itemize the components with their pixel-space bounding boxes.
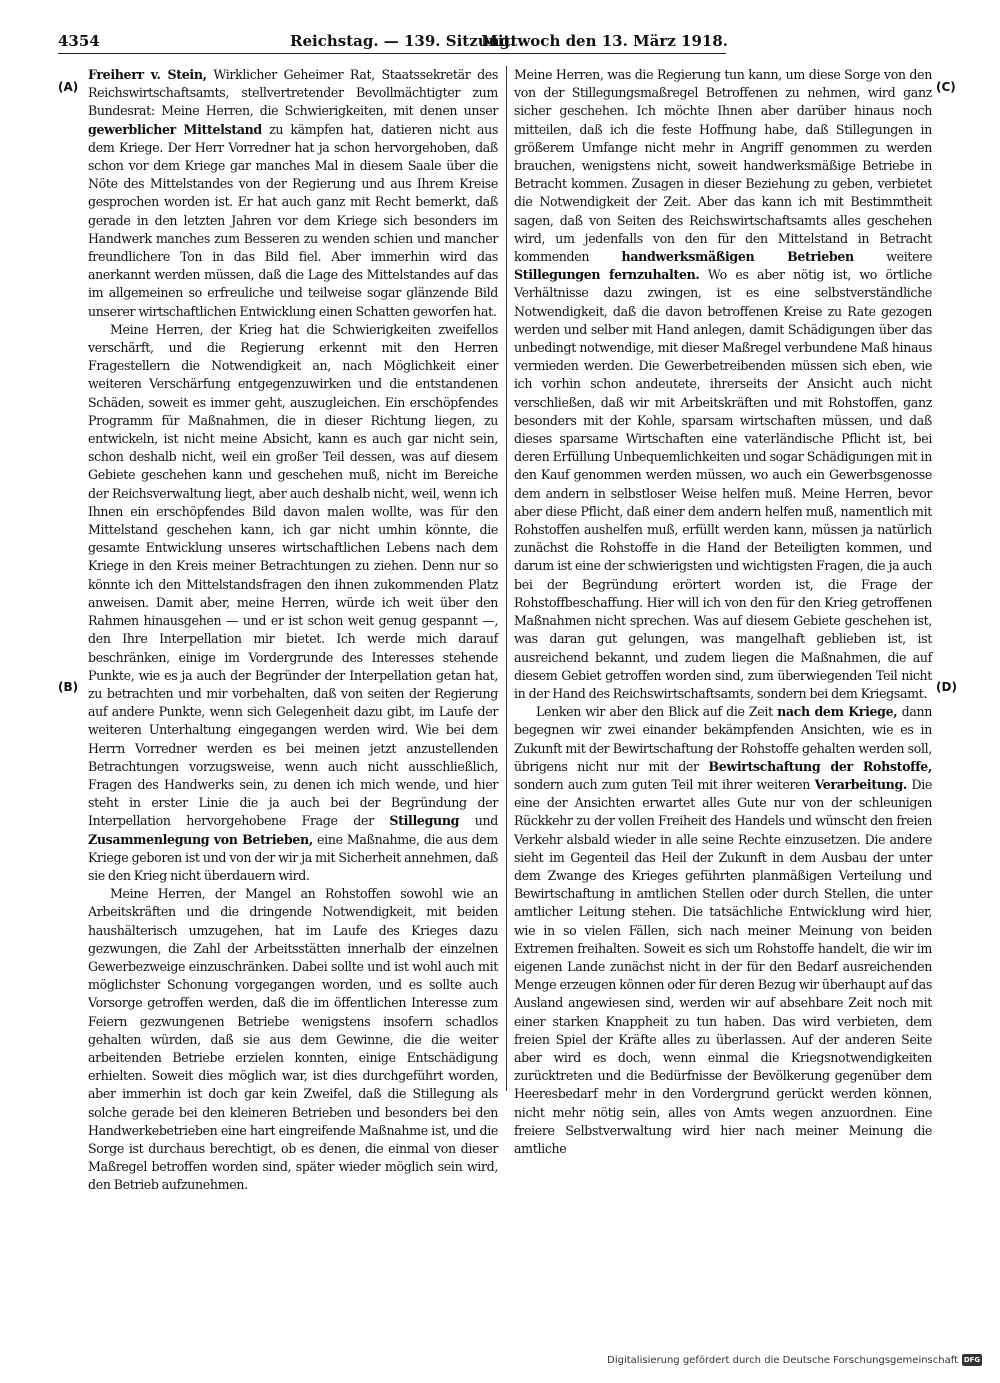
page-number: 4354 xyxy=(58,32,100,50)
text-run: Meine Herren, der Krieg hat die Schwierigkeiten zweifellos verschärft, und die Regierung erkennt mit den Herren Fragestellern die Notwendigkeit an, nach Möglichkeit einer weiteren Verschärfung entgegenzuwirken und die entstandenen Schäden, soweit es immer geht, auszugleichen. Ein erschöpfendes Programm für Maßnahmen, die in dieser Richtung liegen, zu entwickeln, ist nicht meine Absicht, kann es auch gar nicht sein, schon deshalb nicht, weil ein großer Teil dessen, was auf diesem Gebiete geschehen kann und geschehen muß, nicht im Bereiche der Reichsverwaltung liegt, aber auch deshalb nicht, weil, wenn ich Ihnen ein erschöpfendes Bild davon malen wollte, was für den Mittelstand geschehen kann, ich gar nicht umhin könnte, die gesamte Entwicklung unseres wirtschaftlichen Lebens nach dem Kriege in den Kreis meiner Betrachtungen zu ziehen. Denn nur so könnte ich den Mittelstandsfragen den ihnen zukommenden Platz anweisen. Damit aber, meine Herren, würde ich weit über den Rahmen hinausgehen — und er ist schon weit genug gespannt —, den Ihre Interpellation mir bietet. Ich werde mich darauf beschränken, einige im Vordergrunde des Interesses stehende Punkte, wie es ja auch der Begründer der Interpellation getan hat, zu betrachten und mir vorbehalten, daß von seiten der Regierung auf andere Punkte, wenn sich Gelegenheit dazu gibt, im Laufe der weiteren Unterhaltung eingegangen werden wird. Wie bei dem Herrn Vorredner werden es bei meinen jetzt anzustellenden Betrachtungen vorzugsweise, wenn auch nicht ausschließlich, Fragen des Handwerks sein, zu denen ich mich wende, und hier steht in erster Linie die ja auch bei der Begründung der Interpellation hervorgehobene Frage der xyxy=(88,321,498,829)
emphasis: gewerblicher Mittelstand xyxy=(88,121,262,137)
session-title: Reichstag. — 139. Sitzung. xyxy=(290,32,516,50)
speaker-name: Freiherr v. Stein, xyxy=(88,67,207,82)
text-run: weitere xyxy=(853,249,933,265)
right-column xyxy=(514,66,933,1156)
emphasis: Stillegung xyxy=(389,813,460,829)
margin-marker-c: (C) xyxy=(936,80,956,94)
column-divider xyxy=(506,66,507,1091)
page-header xyxy=(58,30,938,52)
text-run: Wirklicher Geheimer Rat, Staatssekretär des Reichswirtschaftsamts, stellvertretender Bevollmächtigter zum Bundesrat: Meine Herren, die Schwierigkeiten, mit denen unser xyxy=(88,67,499,119)
text-run: Wo es aber nötig ist, wo örtliche Verhältnisse dazu zwingen, ist es eine selbstverständliche Notwendigkeit, daß die davon betroffenen Kreise zu Rate gezogen werden und selber mit Hand anlegen, damit Schädigungen über das unbedingt notwendige, mit dieser Maßregel verbundene Maß hinaus vermieden werden. Die Gewerbetreibenden müssen sich eben, wie ich vorhin schon andeutete, ihrerseits der Ansicht auch nicht verschließen, daß wir mit Arbeitskräften und mit Rohstoffen, ganz besonders mit der Kohle, sparsam wirtschaften müssen, und daß dieses sparsame Wirtschaften eine vaterländische Pflicht ist, bei deren Erfüllung Unbequemlichkeiten und sogar Schädigungen mit in den Kauf genommen werden müssen, wo auch ein Gewerbsgenosse dem andern in selbstloser Weise helfen muß. Meine Herren, bevor aber diese Pflicht, daß einer dem andern helfen muß, namentlich mit Rohstoffen aushelfen muß, erfüllt werden kann, müssen ja natürlich zunächst die Rohstoffe in die Hand der Beteiligten kommen, und darum ist eine der schwierigsten und wichtigsten Fragen, die ja auch bei der Begründung erörtert worden ist, die Frage der Rohstoffbeschaffung. Hier will ich von den für den Krieg getroffenen Maßnahmen nicht sprechen. Was auf diesem Gebiete geschehen ist, was daran gut gelungen, was mangelhaft geblieben ist, ist ausreichend bekannt, und zudem liegen die Maßnahmen, die auf diesem Gebiet getroffen worden sind, zum überwiegenden Teil nicht in der Hand des Reichswirtschaftsamts, sondern bei dem Kriegsamt. xyxy=(514,267,932,701)
emphasis: Bewirtschaftung der Rohstoffe, xyxy=(708,758,932,774)
emphasis: nach dem Kriege, xyxy=(777,704,898,720)
paragraph xyxy=(514,66,932,703)
page-footer xyxy=(607,1354,982,1366)
text-run: zu kämpfen hat, datieren nicht aus dem Kriege. Der Herr Vorredner hat ja schon hervorgehoben, daß schon vor dem Kriege gar manches Mal in diesem Saale über die Nöte des Mittelstandes von der Regierung und aus Ihrem Kreise gesprochen worden ist. Er hat auch ganz mit Recht bemerkt, daß gerade in den letzten Jahren vor dem Kriege sich besonders im Handwerk manches zum Besseren zu wenden schien und mancher freundlichere Ton in das Bild fiel. Aber immerhin wird das anerkannt werden müssen, daß die Lage des Mittelstandes auf das im allgemeinen so erfreuliche und teilweise sogar glänzende Bild unserer wirtschaftlichen Entwicklung einen Schatten geworfen hat. xyxy=(88,121,498,319)
text-run: sondern auch zum guten Teil mit ihrer weiteren xyxy=(514,776,815,792)
emphasis: Verarbeitung. xyxy=(814,776,907,792)
dfg-logo: DFG xyxy=(963,1356,981,1364)
emphasis: Stillegungen fernzuhalten. xyxy=(514,267,700,283)
emphasis: handwerksmäßigen Betrieben xyxy=(621,249,854,265)
text-run: dann begegnen wir zwei einander bekämpfenden Ansichten, wie es in Zukunft mit der Bewirtschaftung der Rohstoffe gehalten werden soll, übrigens nicht nur mit der xyxy=(514,704,933,774)
margin-marker-d: (D) xyxy=(936,680,957,694)
emphasis: Zusammenlegung von Betrieben, xyxy=(88,831,313,847)
text-run: Lenken wir aber den Blick auf die Zeit xyxy=(536,704,778,720)
footer-credit: Digitalisierung gefördert durch die Deutsche Forschungsgemeinschaft xyxy=(607,1354,958,1366)
session-date: Mittwoch den 13. März 1918. xyxy=(481,32,728,50)
paragraph xyxy=(514,703,932,1158)
margin-marker-a: (A) xyxy=(58,80,79,94)
left-column xyxy=(88,66,499,1193)
text-run: und xyxy=(459,813,498,829)
paragraph: Meine Herren, der Mangel an Rohstoffen sowohl wie an Arbeitskräften und die dringende Notwendigkeit, mit beiden haushälterisch umzugehen, hat im Laufe des Krieges dazu gezwungen, die Zahl der Arbeitsstätten innerhalb der einzelnen Gewerbezweige einzuschränken. Dabei sollte und ist wohl auch mit möglichster Schonung vorgegangen worden, und es sollte auch Vorsorge getroffen werden, daß die im öffentlichen Interesse zum Feiern gezwungenen Betriebe wenigstens insofern schadlos gehalten würden, daß sie aus dem Gewinne, die die weiter arbeitenden Betriebe erzielen konnten, einige Entschädigung erhielten. Soweit dies möglich war, ist dies durchgeführt worden, aber immerhin ist doch gar kein Zweifel, daß die Stillegung als solche gerade bei den kleineren Betrieben und besonders bei den Handwerkebetrieben eine hart eingreifende Maßnahme ist, und die Sorge ist durchaus berechtigt, ob es denen, die einmal von dieser Maßregel betroffen worden sind, später wieder möglich sein wird, den Betrieb aufzunehmen. xyxy=(88,886,498,1193)
paragraph xyxy=(88,321,498,885)
text-run: eine Maßnahme, die aus dem Kriege geboren ist und von der wir ja mit Sicherheit annehmen, daß sie den Krieg nicht überdauern wird. xyxy=(88,831,498,883)
paragraph xyxy=(88,66,498,321)
text-run: Meine Herren, was die Regierung tun kann, um diese Sorge von den von der Stillegungsmaßregel Betroffenen zu nehmen, wird ganz sicher geschehen. Ich möchte Ihnen aber darüber hinaus noch mitteilen, daß ich die feste Hoffnung habe, daß Stillegungen in größerem Umfange nicht mehr in Angriff genommen zu werden brauchen, wenigstens nicht, soweit handwerksmäßige Betriebe in Betracht kommen. Zusagen in dieser Beziehung zu geben, verbietet die Notwendigkeit der Zeit. Aber das kann ich mit Bestimmtheit sagen, daß von Seiten des Reichswirtschaftsamts alles geschehen wird, um jedenfalls von den für den Mittelstand in Betracht kommenden xyxy=(514,67,932,265)
margin-marker-b: (B) xyxy=(58,680,79,694)
text-run: Die eine der Ansichten erwartet alles Gute nur von der schleunigen Rückkehr zu der vollen Freiheit des Handels und wünscht den freien Verkehr alsbald wieder in alle seine Rechte einzusetzen. Die andere sieht im Gegenteil das Heil der Zukunft in dem Ausbau der unter dem Zwange des Krieges geführten planmäßigen Verteilung und Bewirtschaftung in amtlichen Stellen oder durch Stellen, die unter amtlicher Leitung stehen. Die tatsächliche Entwicklung wird hier, wie in so vielen Fällen, sich nach meiner Meinung von beiden Extremen freihalten. Soweit es sich um Rohstoffe handelt, die wir im eigenen Lande zunächst nicht in der für den Bedarf ausreichenden Menge erzeugen können oder für deren Bezug wir überhaupt auf das Ausland angewiesen sind, werden wir auf absehbare Zeit noch mit einer starken Knappheit zu tun haben. Das wird verbieten, dem freien Spiel der Kräfte alles zu überlassen. Auf der anderen Seite aber wird es doch, wenn einmal die Kriegsnotwendigkeiten zurücktreten und die Bedürfnisse der Bevölkerung gegenüber dem Heeresbedarf mehr in den Vordergrund gerückt werden können, nicht mehr nötig sein, alles von Amts wegen anzuordnen. Eine freiere Selbstverwaltung wird hier nach meiner Meinung die amtliche xyxy=(514,776,932,1156)
header-rule xyxy=(58,53,726,54)
